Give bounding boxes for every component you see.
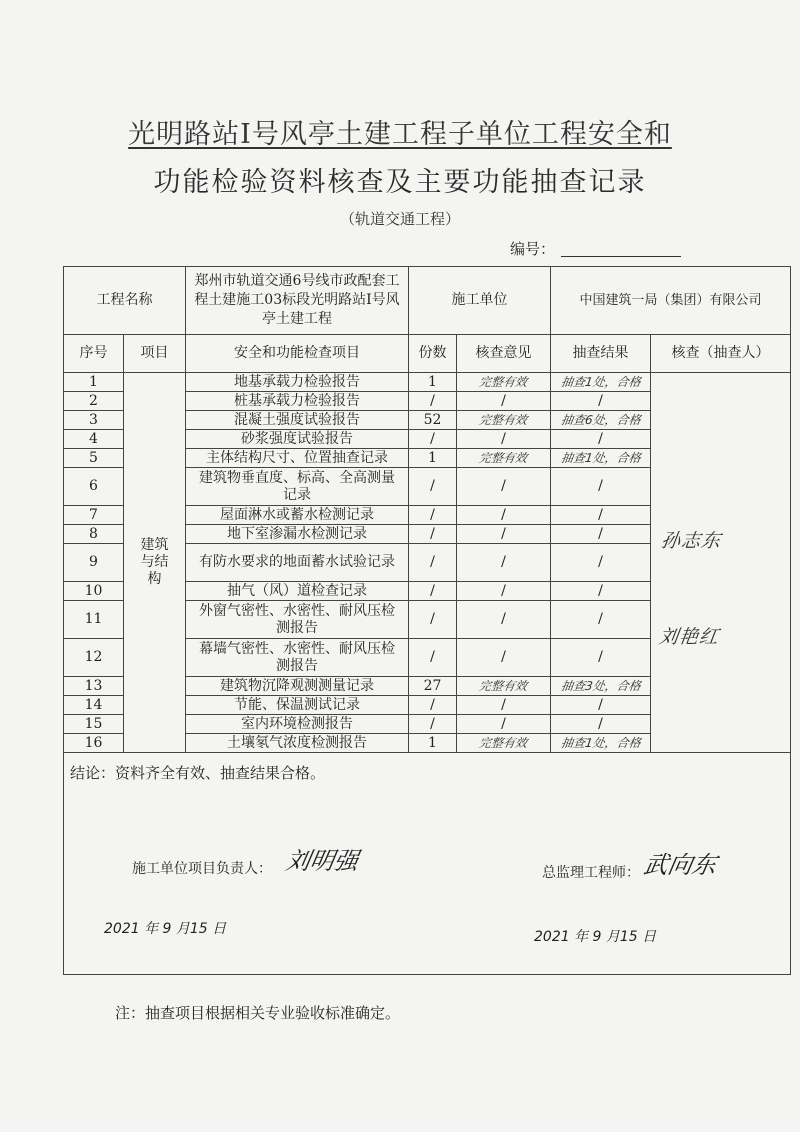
row-item: 桩基承载力检验报告: [186, 392, 409, 411]
row-item: 砂浆强度试验报告: [186, 430, 409, 449]
header-opinion: 核查意见: [457, 335, 551, 373]
row-item: 混凝土强度试验报告: [186, 411, 409, 430]
row-result: [551, 449, 651, 468]
row-result: /: [551, 715, 651, 734]
row-opinion: /: [457, 601, 551, 639]
row-opinion-text: 完整有效: [478, 374, 529, 389]
row-result: [551, 734, 651, 753]
row-copies: 52: [409, 411, 457, 430]
row-seq: 4: [64, 430, 124, 449]
row-opinion-text: 完整有效: [478, 678, 529, 693]
row-item: 室内环境检测报告: [186, 715, 409, 734]
header-reviewer: 核查（抽查人）: [651, 335, 791, 373]
row-result-text: 抽查6处，合格: [559, 412, 642, 427]
construction-unit-value: 中国建筑一局（集团）有限公司: [551, 267, 791, 335]
row-opinion-text: 完整有效: [478, 412, 529, 427]
row-result-text: 抽查1处，合格: [559, 450, 642, 465]
serial-number-field: [510, 238, 681, 259]
project-name-label: 工程名称: [64, 267, 186, 335]
row-result: /: [551, 582, 651, 601]
row-copies: 27: [409, 677, 457, 696]
row-opinion: /: [457, 392, 551, 411]
row-seq: 7: [64, 506, 124, 525]
row-opinion: /: [457, 506, 551, 525]
row-opinion: [457, 373, 551, 392]
row-result: /: [551, 696, 651, 715]
footnote: 注：抽查项目根据相关专业验收标准确定。: [115, 1004, 401, 1022]
row-seq: 15: [64, 715, 124, 734]
row-result: /: [551, 468, 651, 506]
row-copies: /: [409, 601, 457, 639]
row-item: 外窗气密性、水密性、耐风压检测报告: [186, 601, 409, 639]
row-opinion: [457, 734, 551, 753]
row-copies: /: [409, 525, 457, 544]
row-copies: /: [409, 468, 457, 506]
row-result-text: 抽查1处，合格: [559, 735, 642, 750]
conclusion-text: 结论：资料齐全有效、抽查结果合格。: [70, 764, 326, 782]
row-item: 主体结构尺寸、位置抽查记录: [186, 449, 409, 468]
row-seq: 8: [64, 525, 124, 544]
row-item: 地下室渗漏水检测记录: [186, 525, 409, 544]
row-seq: 2: [64, 392, 124, 411]
row-opinion: /: [457, 715, 551, 734]
row-opinion: [457, 411, 551, 430]
row-result: /: [551, 392, 651, 411]
row-seq: 10: [64, 582, 124, 601]
row-item: 建筑物沉降观测测量记录: [186, 677, 409, 696]
row-item: 抽气（风）道检查记录: [186, 582, 409, 601]
contractor-signature: 刘明强: [283, 847, 361, 875]
reviewer-cell: [651, 373, 791, 753]
row-item: 土壤氡气浓度检测报告: [186, 734, 409, 753]
row-opinion: /: [457, 468, 551, 506]
reviewer-signature-1: 孙志东: [659, 530, 723, 552]
contractor-signature-label: 施工单位项目负责人：: [132, 861, 272, 877]
row-seq: 3: [64, 411, 124, 430]
category-cell: 建筑与结构: [124, 373, 186, 753]
row-result-text: 抽查1处，合格: [559, 374, 642, 389]
row-copies: /: [409, 696, 457, 715]
table-body: [64, 373, 791, 753]
row-copies: /: [409, 544, 457, 582]
row-opinion-text: 完整有效: [478, 450, 529, 465]
row-seq: 14: [64, 696, 124, 715]
row-result: /: [551, 525, 651, 544]
row-result: [551, 677, 651, 696]
header-item: 安全和功能检查项目: [186, 335, 409, 373]
row-copies: /: [409, 639, 457, 677]
row-item: 地基承载力检验报告: [186, 373, 409, 392]
row-copies: /: [409, 392, 457, 411]
row-result: /: [551, 601, 651, 639]
row-opinion-text: 完整有效: [478, 735, 529, 750]
row-copies: 1: [409, 449, 457, 468]
row-result: /: [551, 544, 651, 582]
row-copies: 1: [409, 734, 457, 753]
header-copies: 份数: [409, 335, 457, 373]
row-seq: 12: [64, 639, 124, 677]
row-item: 节能、保温测试记录: [186, 696, 409, 715]
header-result: 抽查结果: [551, 335, 651, 373]
reviewer-signature-2: 刘艳红: [657, 626, 721, 648]
row-result: [551, 411, 651, 430]
row-item: 建筑物垂直度、标高、全高测量记录: [186, 468, 409, 506]
row-opinion: /: [457, 582, 551, 601]
row-opinion: /: [457, 430, 551, 449]
header-row: [64, 335, 791, 373]
table-row: [64, 373, 791, 392]
supervisor-signature: 武向东: [641, 851, 719, 879]
construction-unit-label: 施工单位: [409, 267, 551, 335]
row-opinion: /: [457, 639, 551, 677]
header-seq: 序号: [64, 335, 124, 373]
row-result: /: [551, 506, 651, 525]
supervisor-signature-label: 总监理工程师：: [542, 865, 640, 881]
row-seq: 5: [64, 449, 124, 468]
row-copies: 1: [409, 373, 457, 392]
row-item: 幕墙气密性、水密性、耐风压检测报告: [186, 639, 409, 677]
project-name-value: 郑州市轨道交通6号线市政配套工程土建施工03标段光明路站Ⅰ号风亭土建工程: [186, 267, 409, 335]
document-title-line-2: 功能检验资料核查及主要功能抽查记录: [153, 167, 647, 198]
inspection-table: [63, 266, 791, 975]
row-item: 有防水要求的地面蓄水试验记录: [186, 544, 409, 582]
conclusion-row: [64, 753, 791, 975]
project-info-row: [64, 267, 791, 335]
row-item: 屋面淋水或蓄水检测记录: [186, 506, 409, 525]
row-opinion: /: [457, 696, 551, 715]
document-title-line-1: 光明路站Ⅰ号风亭土建工程子单位工程安全和: [128, 119, 672, 150]
row-copies: /: [409, 506, 457, 525]
row-opinion: /: [457, 525, 551, 544]
row-copies: /: [409, 430, 457, 449]
row-copies: /: [409, 582, 457, 601]
row-seq: 11: [64, 601, 124, 639]
supervisor-date: 2021 年 9 月15 日: [534, 929, 657, 945]
row-seq: 9: [64, 544, 124, 582]
row-result: /: [551, 639, 651, 677]
row-result: /: [551, 430, 651, 449]
conclusion-cell: [64, 753, 791, 975]
row-copies: /: [409, 715, 457, 734]
row-seq: 1: [64, 373, 124, 392]
row-seq: 6: [64, 468, 124, 506]
header-category: 项目: [124, 335, 186, 373]
row-opinion: [457, 449, 551, 468]
contractor-date: 2021 年 9 月15 日: [104, 921, 227, 937]
row-result: [551, 373, 651, 392]
document-subtitle: （轨道交通工程）: [339, 210, 460, 228]
serial-label: 编号：: [510, 240, 556, 258]
row-seq: 16: [64, 734, 124, 753]
serial-blank-line: [561, 256, 681, 257]
row-opinion: [457, 677, 551, 696]
row-result-text: 抽查3处，合格: [559, 678, 642, 693]
row-opinion: /: [457, 544, 551, 582]
row-seq: 13: [64, 677, 124, 696]
